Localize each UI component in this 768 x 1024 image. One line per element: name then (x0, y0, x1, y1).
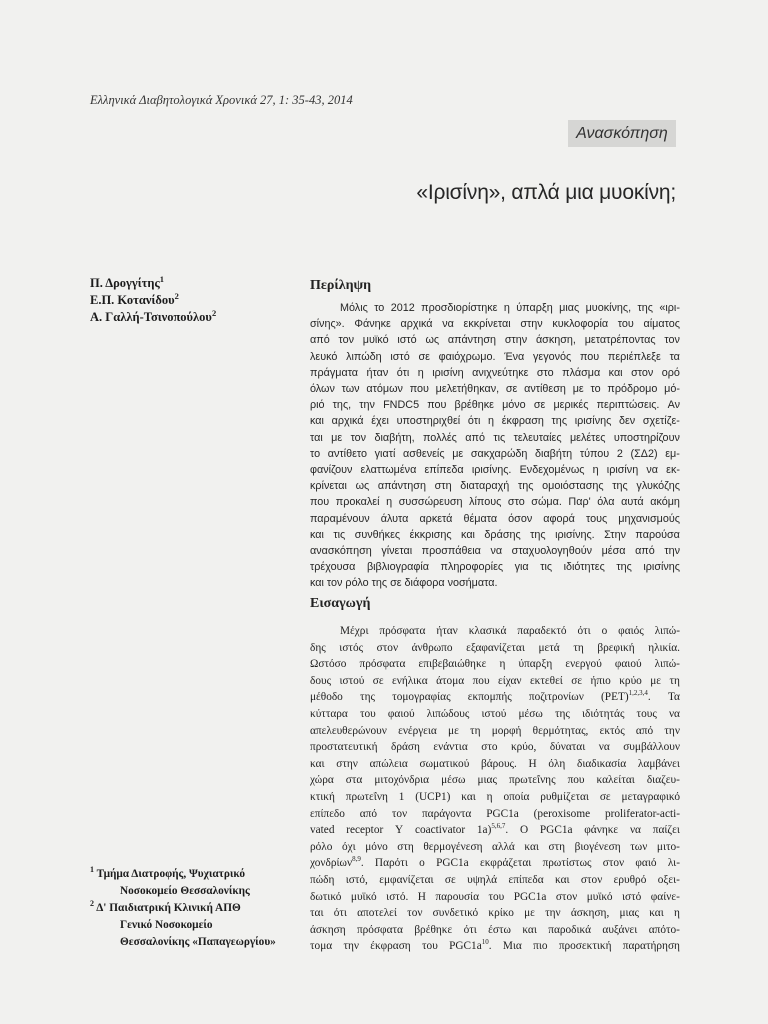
affiliations: $^1$ Τμήμα Διατροφής, Ψυχιατρικό Νοσοκομείο Θεσσαλονίκης $^2$ Δ' Παιδιατρική Κλινική ΑΠΘ Γενικό Νοσοκομείο Θεσσαλονίκης «Παπαγεωργίου» (90, 866, 295, 951)
section-label: Ανασκόπηση (568, 120, 676, 147)
intro-body (310, 623, 680, 955)
abstract-line: ανασκόπηση γίνεται προσπάθεια να σταχυολογηθούν μέσα από την (310, 545, 680, 558)
abstract-line: φανίζουν ελαττωμένα επίπεδα ιρισίνης. Ενδεχομένως η ιρισίνη να εκ- (310, 464, 680, 477)
abstract-line: και τον ρόλο της σε διάφορα νοσήματα. (310, 577, 498, 590)
body-line: προστατευτική δράση ενάντια στο κρύο, δύναται να συμβάλλουν (310, 741, 680, 754)
abstract-line: και αρχικά έχει υποστηριχθεί ότι η έκφραση της ιρισίνης δεν σχετίζε- (310, 415, 680, 428)
author: Π. Δρογγίτης$^1$ (90, 273, 165, 290)
abstract-line: ριό της, την FNDC5 που βρέθηκε μόνο σε μερικές περιπτώσεις. Αν (310, 399, 680, 412)
body-line: άσκηση πρόσφατα βρέθηκε ότι έστω και παροδικά αυξάνει απότο- (310, 923, 680, 936)
body-line: χώρα στα μιτοχόνδρια μέσω μιας πρωτεΐνης που καλείται διαζευ- (310, 774, 680, 787)
body-line: πώδη ιστό, εμφανίζεται σε υψηλά επίπεδα και στον ερυθρό οξει- (310, 873, 680, 886)
body-line: κτική πρωτεΐνη 1 (UCP1) και η οποία ρυθμίζεται σε μεταγραφικό (310, 790, 680, 803)
body-line: δωτικό μυϊκό ιστό. Η παρουσία του PGC1a στον μυϊκό ιστό φαίνε- (310, 890, 680, 903)
abstract-line: πράγματα ήταν ότι η ιρισίνη ανιχνεύτηκε στο πλάσμα και στον ορό (310, 366, 680, 379)
abstract-line: σίνης». Φάνηκε αρχικά να εκκρίνεται στην κυκλοφορία του αίματος (310, 318, 680, 331)
article-title: «Ιρισίνη», απλά μια μυοκίνη; (416, 181, 676, 204)
body-line: τομα την έκφραση του PGC1a$^{10}$. Μια πιο προσεκτική παρατήρηση (310, 938, 680, 953)
body-line: δης ιστός στον άνθρωπο εξαφανίζεται μετά τη βρεφική ηλικία. (310, 641, 680, 654)
abstract-section (310, 278, 680, 592)
body-line: Ωστόσο πρόσφατα επιβεβαιώθηκε η ύπαρξη ενεργού φαιού λιπώ- (310, 658, 680, 671)
author: Α. Γαλλή-Τσινοπούλου$^2$ (90, 307, 217, 324)
affiliation-2: $^2$ Δ' Παιδιατρική Κλινική ΑΠΘ (90, 899, 241, 914)
body-line: επίπεδο από τον παράγοντα PGC1a (peroxisome proliferator-acti- (310, 807, 680, 820)
abstract-line: όλων των ατόμων που μελετήθηκαν, σε αντίθεση με το πρόδρομο μό- (310, 383, 680, 396)
citation-ref: 5,6,7 (491, 822, 506, 831)
body-line: απελευθερώνουν ενέργεια με τη μορφή θερμότητας, εκτός από την (310, 724, 680, 737)
intro-section (310, 596, 680, 955)
body-line: ται ότι αποτελεί τον συνδετικό κρίκο με την άσκηση, μιας και η (310, 907, 680, 920)
abstract-line: παραμένουν άλυτα αρκετά θέματα όσον αφορά τους μηχανισμούς (310, 512, 680, 525)
intro-heading: Εισαγωγή (310, 596, 371, 611)
abstract-body (310, 300, 680, 592)
abstract-line: Μόλις το 2012 προσδιορίστηκε η ύπαρξη μιας μυοκίνης, της «ιρι- (340, 302, 680, 314)
body-line: κύτταρα του φαιού λιπώδους ιστού μέσω της ιδιότητάς τους να (310, 707, 680, 720)
citation-ref: 8,9 (352, 855, 361, 864)
body-line: και στην απώλεια σωματικού βάρους. Η όλη διαδικασία λαμβάνει (310, 757, 680, 770)
abstract-line: που προκαλεί η συσσώρευση λίπους στο σώμα. Παρ' όλα αυτά ακόμη (310, 496, 680, 509)
body-line: χονδρίων$^{8,9}$. Παρότι ο PGC1a εκφράζεται πρωτίστως στον φαιό λι- (310, 855, 680, 870)
body-line: ρόλο όχι μόνο στη θερμογένεση αλλά και στη βιογένεση των μιτο- (310, 840, 680, 853)
author: Ε.Π. Κοτανίδου$^2$ (90, 290, 179, 307)
abstract-line: το αντίθετο γιατί ασθενείς με σακχαρώδη διαβήτη τύπου 2 (ΣΔ2) εμ- (310, 447, 680, 460)
abstract-line: ται με τον διαβήτη, πολλές από τις τελευταίες μελέτες υποστηρίζουν (310, 431, 680, 444)
abstract-line: κρίνεται ως απάντηση στη διαταραχή της ομοιόστασης της γλυκόζης (310, 480, 680, 493)
abstract-heading: Περίληψη (310, 278, 372, 293)
abstract-line: από τον μυϊκό ιστό ως απάντηση στην άσκηση, μετατρέποντας τον (310, 334, 680, 347)
author-list (90, 275, 290, 326)
body-line: vated receptor Y coactivator 1a)$^{5,6,7}$. Ο PGC1a φάνηκε να παίζει (310, 822, 680, 837)
abstract-line: και τις συνθήκες έκκρισης και δράσης της ιρισίνης. Στην παρούσα (310, 528, 680, 541)
journal-citation: Ελληνικά Διαβητολογικά Χρονικά 27, 1: 35-43, 2014 (90, 93, 353, 107)
body-line: δους ιστού σε ενήλικα άτομα που είχαν εκτεθεί σε ήπιο κρύο με τη (310, 674, 680, 687)
body-line: Μέχρι πρόσφατα ήταν κλασικά παραδεκτό ότι ο φαιός λιπώ- (340, 625, 680, 637)
affiliation-1: $^1$ Τμήμα Διατροφής, Ψυχιατρικό (90, 865, 246, 880)
citation-ref: 1,2,3,4 (628, 689, 648, 698)
body-line: μέθοδο της τομογραφίας εκπομπής ποζιτρονίων (PET)$^{1,2,3,4}$. Τα (310, 689, 680, 704)
abstract-line: λευκό λιπώδη ιστό σε φαιόχρωμο. Ένα γεγονός που περιέπλεξε τα (310, 350, 680, 363)
citation-ref: 10 (481, 938, 489, 947)
abstract-line: τρέχουσα βιβλιογραφία πληροφορίες για τις ιδιότητες της ιρισίνης (310, 561, 680, 574)
